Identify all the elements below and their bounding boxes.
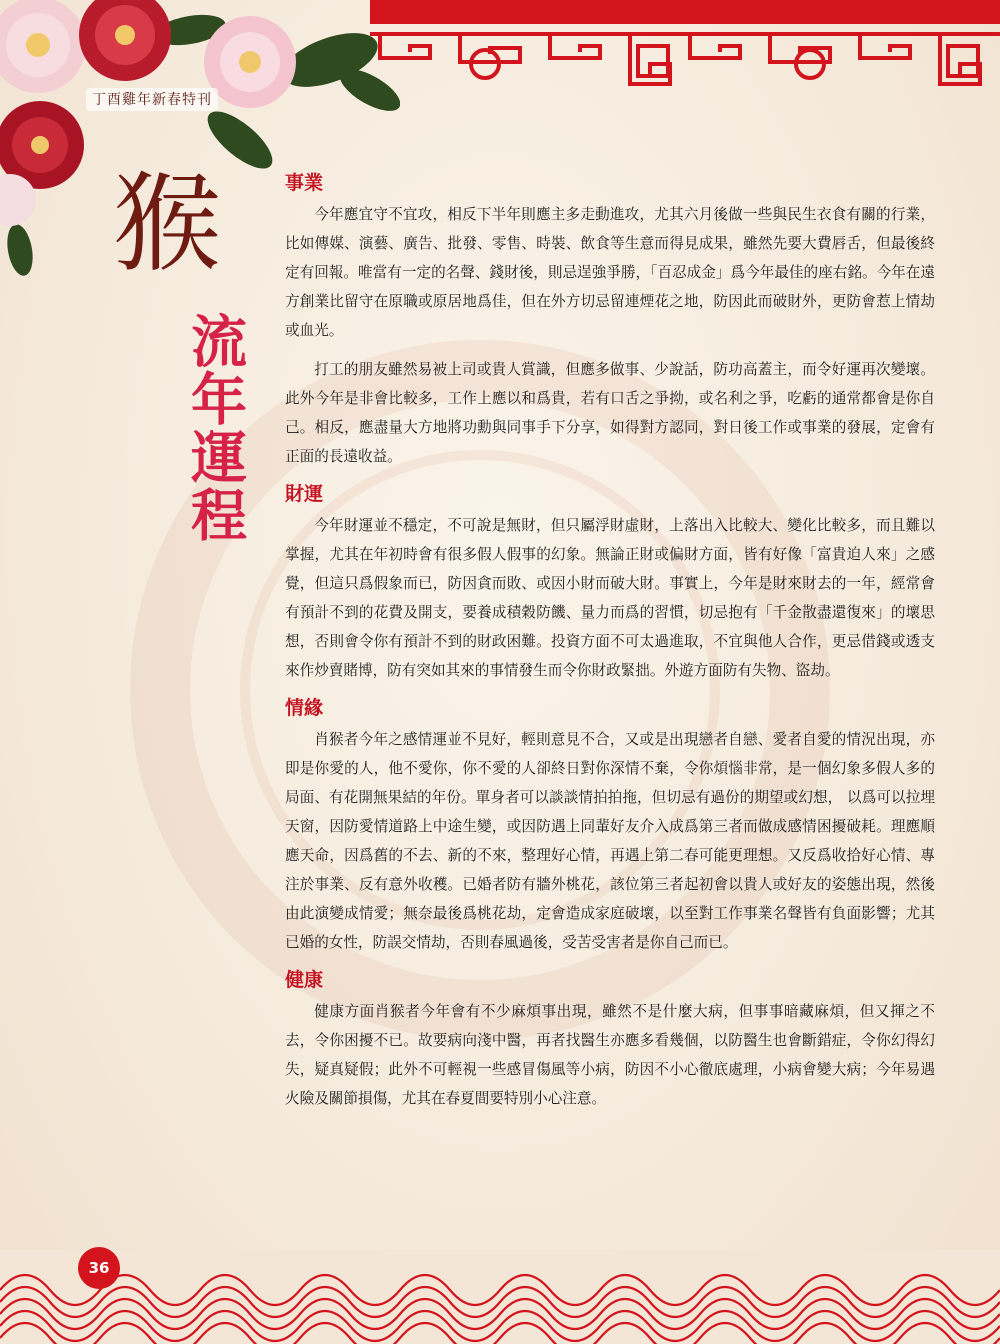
chinese-fret-border [370,24,1000,98]
page-subtitle: 流年運程 [182,312,248,544]
red-peony-top [79,0,171,81]
zodiac-title: 猴 [112,162,221,287]
paragraph: 健康方面肖猴者今年會有不少麻煩事出現，雖然不是什麼大病，但事事暗藏麻煩，但又揮之不去，令你困擾不已。故要病向淺中醫，再者找醫生亦應多看幾個，以防醫生也會斷錯症，令你幻得幻失，疑真疑假；此外不可輕視一些感冒傷風等小病，防因不小心徹底處理，小病會變大病；今年易遇火險及關節損傷，尤其在春夏間要特別小心注意。 [285,1003,935,1107]
section-career [285,170,935,471]
section-heading: 事業 [285,172,324,194]
paragraph: 肖猴者今年之感情運並不見好，輕則意見不合，又或是出現戀者自戀、愛者自愛的情況出現，亦即是你愛的人，他不愛你，你不愛的人卻終日對你深情不棄，令你煩惱非常，是一個幻象多假人多的局面、有花開無果結的年份。單身者可以談談情拍拍拖，但切忌有過份的期望或幻想， 以爲可以拉埋天窗，因防愛情道路上中途生變，或因防遇上同輩好友介入成爲第三者而做成感情困擾破耗。理應順應天命，因爲舊的不去、新的不來，整理好心情，再遇上第二春可能更理想。又反爲收拾好心情、專注於事業、反有意外收穫。已婚者防有牆外桃花，該位第三者起初會以貴人或好友的姿態出現，然後由此演變成情愛；無奈最後爲桃花劫，定會造成家庭破壞，以至對工作事業名聲皆有負面影響；尤其已婚的女性，防誤交情劫，否則春風過後，受苦受害者是你自己而已。 [285,731,935,951]
section-wealth [285,481,935,685]
section-health [285,967,935,1113]
paragraph: 今年應宜守不宜攻，相反下半年則應主多走動進攻，尤其六月後做一些與民生衣食有關的行業，比如傳媒、演藝、廣告、批發、零售、時裝、飲食等生意而得見成果，雖然先要大費唇舌，但最後終定有回報。唯當有一定的名聲、錢財後，則忌逞強爭勝，「百忍成金」爲今年最佳的座右銘。今年在遠方創業比留守在原職或原居地爲佳，但在外方切忌留連煙花之地，防因此而破財外，更防會惹上情劫或血光。 [285,206,935,339]
pink-peony-left [0,0,86,93]
wave-pattern-footer [0,1250,1000,1344]
top-red-banner [370,0,1000,24]
section-romance [285,695,935,957]
issue-label: 丁酉雞年新春特刊 [86,88,218,111]
paragraph: 打工的朋友雖然易被上司或貴人賞識，但應多做事、少說話，防功高蓋主，而令好運再次變壞。此外今年是非會比較多，工作上應以和爲貴，若有口舌之爭拗，或名利之爭，吃虧的通常都會是你自己。相反，應盡量大方地將功勳與同事手下分享，如得對方認同，對日後工作或事業的發展，定會有正面的長遠收益。 [285,361,935,465]
paragraph: 今年財運並不穩定，不可說是無財，但只屬浮財虛財，上落出入比較大、變化比較多，而且難以掌握，尤其在年初時會有很多假人假事的幻象。無論正財或偏財方面，皆有好像「富貴迫人來」之感覺，但這只爲假象而已，防因貪而敗、或因小財而破大財。事實上，今年是財來財去的一年，經常會有預計不到的花費及開支，要養成積穀防饑、量力而爲的習慣，切忌抱有「千金散盡還復來」的壞思想，否則會令你有預計不到的財政困難。投資方面不可太過進取，不宜與他人合作，更忌借錢或透支來作炒賣賭博，防有突如其來的事情發生而令你財政緊拙。外遊方面防有失物、盜劫。 [285,517,935,679]
section-heading: 情緣 [285,697,324,719]
article-content [285,170,935,1123]
section-heading: 財運 [285,483,324,505]
page-number: 36 [78,1247,120,1289]
section-heading: 健康 [285,969,324,991]
